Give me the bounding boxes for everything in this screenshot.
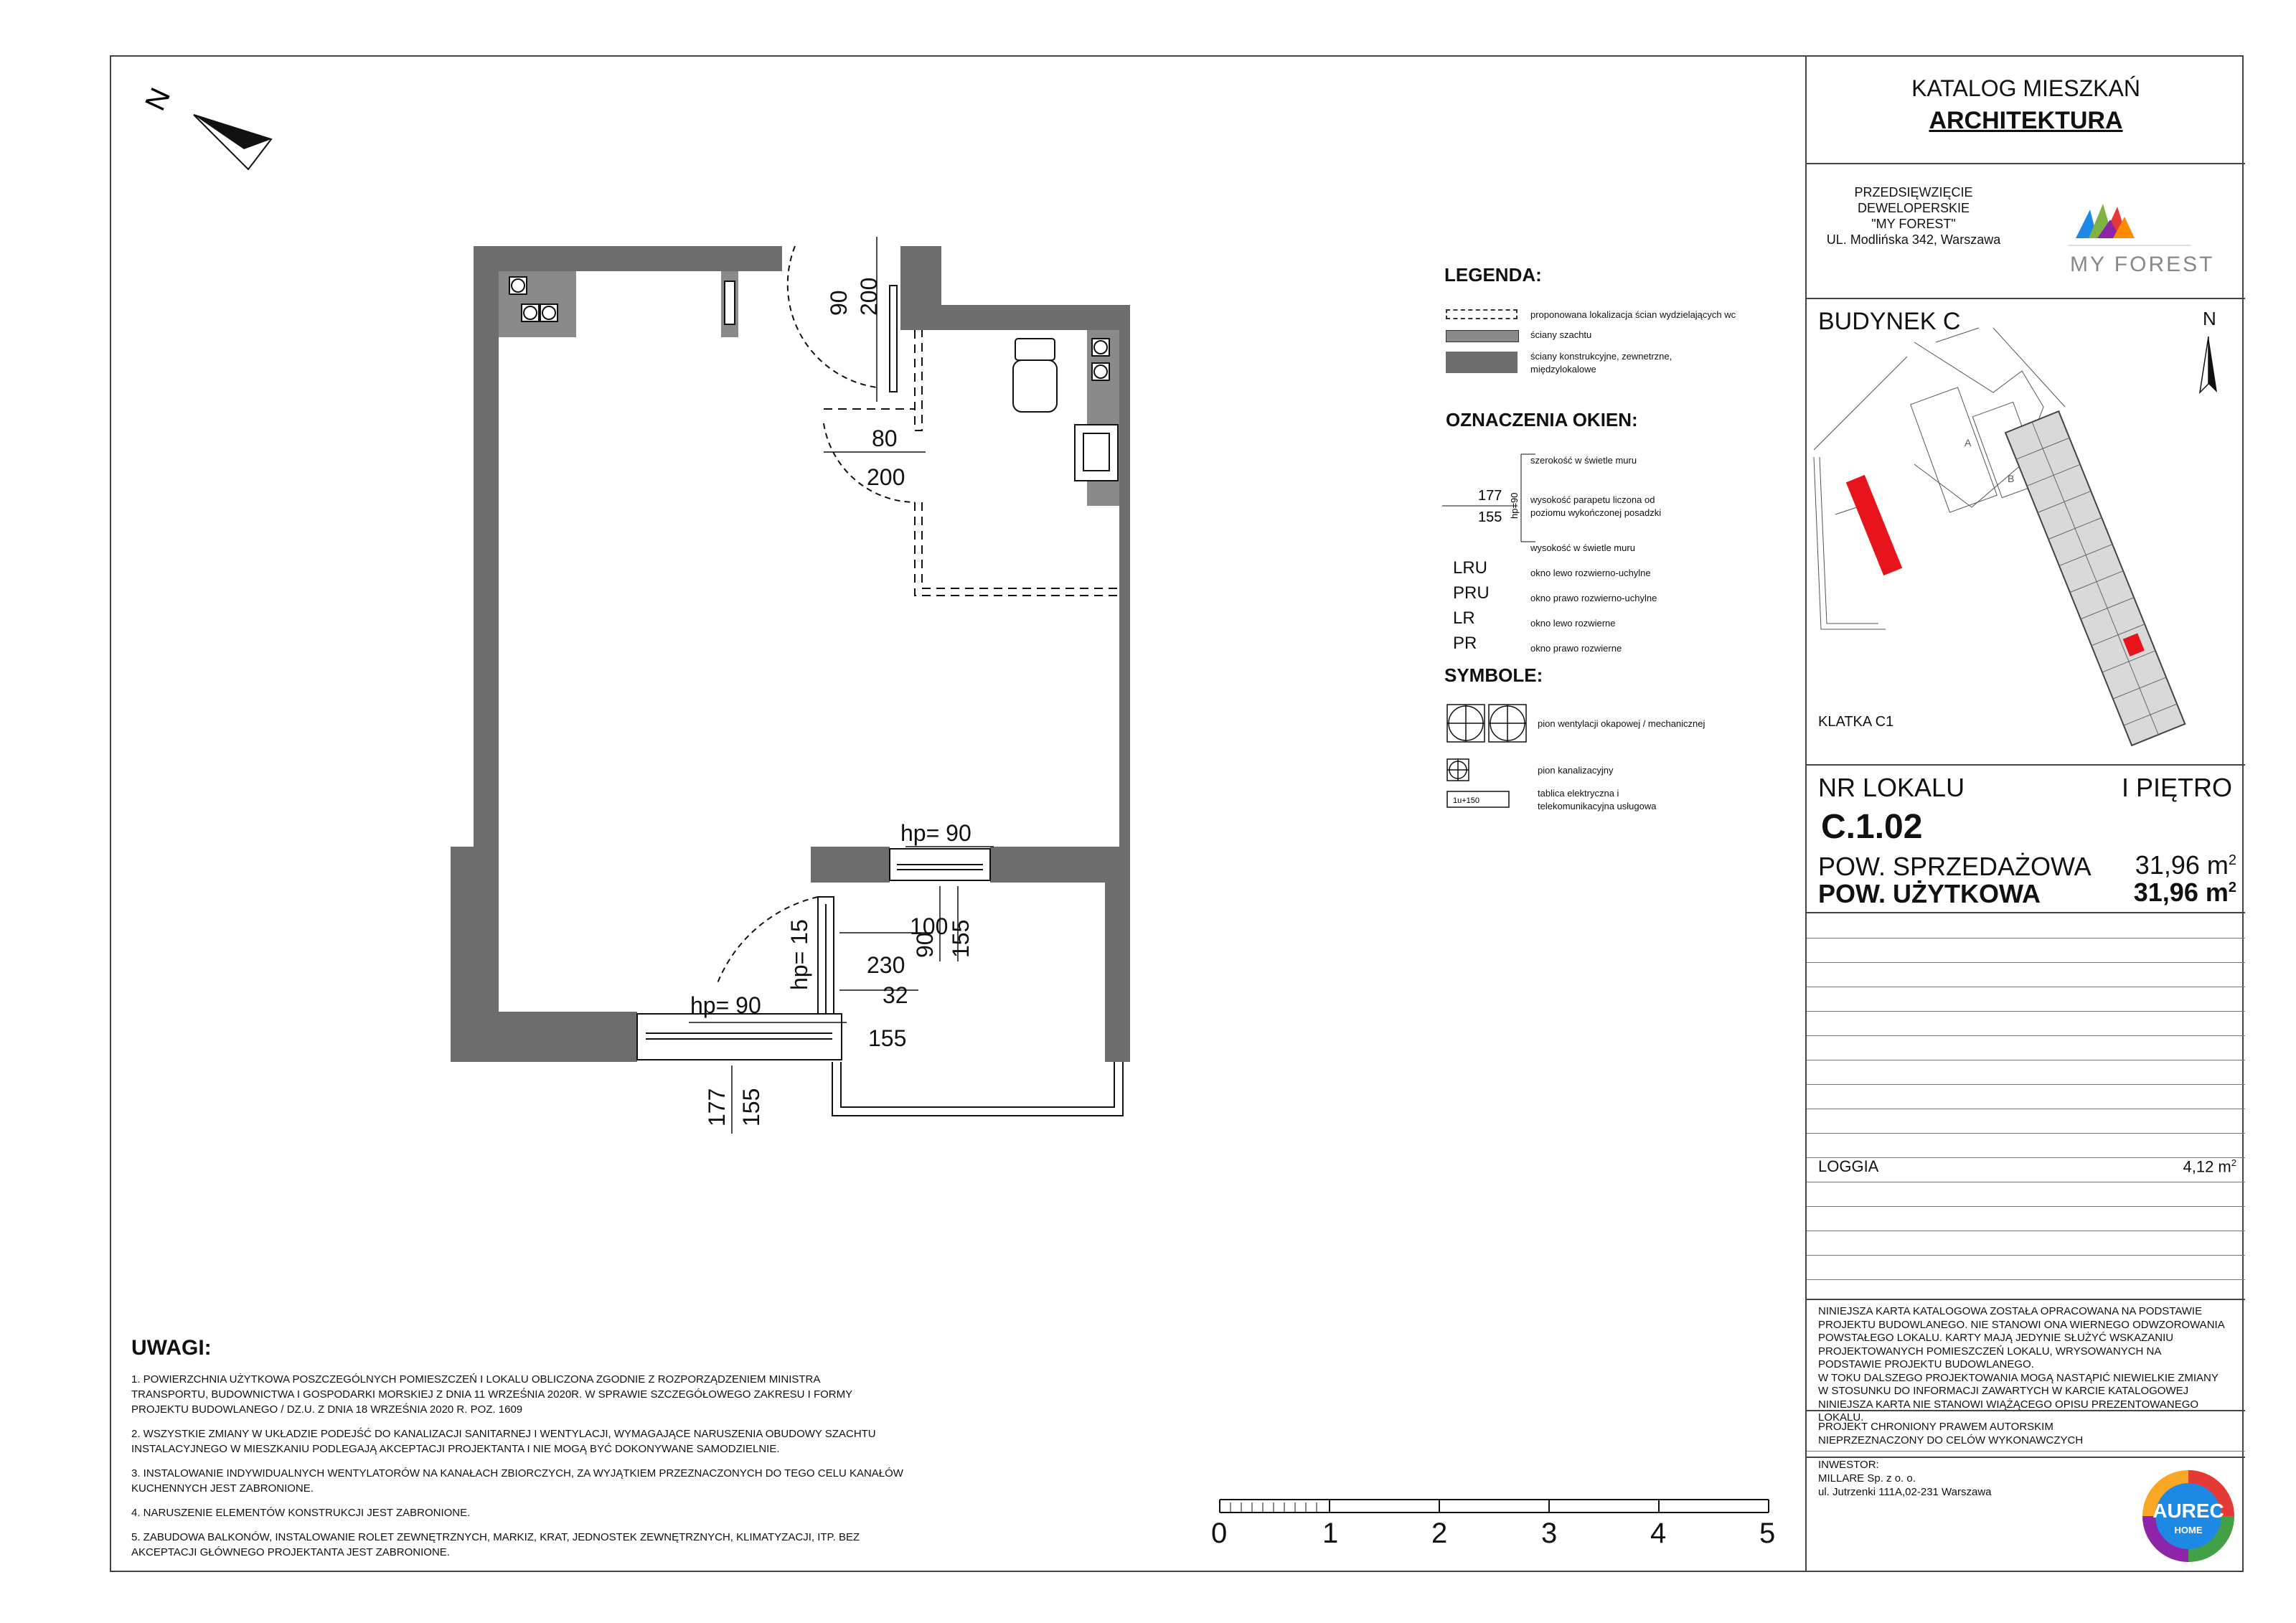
symbols-legend-icons (1446, 703, 1532, 811)
svg-text:HOME: HOME (2174, 1525, 2203, 1535)
aurec-logo (2138, 1466, 2239, 1566)
scale-labels (1211, 1518, 1775, 1549)
site-plan (1807, 328, 2245, 730)
staircase-label: KLATKA C1 (1818, 714, 1894, 730)
svg-text:5: 5 (1759, 1518, 1776, 1549)
site-building-highlight (1846, 475, 1902, 575)
window-type-desc: okno lewo rozwierne (1530, 618, 1616, 629)
loggia-value: 4,12 $m^2$ (2183, 1157, 2236, 1176)
usable-area-label: POW. UŻYTKOWA (1818, 879, 2041, 908)
svg-text:155: 155 (868, 1025, 907, 1051)
window-bottom (637, 1014, 842, 1060)
svg-text:100: 100 (910, 913, 949, 939)
svg-text:4: 4 (1650, 1518, 1667, 1549)
svg-text:80: 80 (872, 425, 898, 451)
svg-text:230: 230 (867, 952, 905, 978)
unit-nr-label: NR LOKALU (1818, 773, 1965, 802)
svg-text:200: 200 (867, 464, 905, 490)
plan-north-label: N (139, 83, 177, 116)
copyright-note: PROJEKT CHRONIONY PRAWEM AUTORSKIM NIEPRZEZNACZONY DO CELÓW WYKONAWCZYCH (1818, 1421, 2084, 1446)
legend-shaft-swatch (1446, 330, 1519, 342)
svg-text:155: 155 (1478, 509, 1502, 525)
window-desc: poziomu wykończonej posadzki (1530, 507, 1662, 518)
note-line: 1. POWIERZCHNIA UŻYTKOWA POSZCZEGÓLNYCH POMIESZCZEŃ I LOKALU OBLICZONA ZGODNIE Z ROZPORZĄDZENIEM MINISTRA (131, 1373, 821, 1386)
window-top (890, 849, 990, 880)
unit-floor: I PIĘTRO (2121, 773, 2232, 802)
window-desc: wysokość parapetu liczona od (1530, 494, 1655, 505)
building-label: BUDYNEK C (1818, 308, 1961, 335)
toilet-icon (1013, 339, 1057, 412)
symbols-title: SYMBOLE: (1444, 664, 1543, 686)
note-line: INSTALACYJNEGO W MIESZKANIU PODLEGAJĄ AKCEPTACJI PROJEKTANTA I NIE MOGĄ BYĆ DOKONYWANE SAMODZIELNIE. (131, 1443, 780, 1455)
window-type-code: PRU (1453, 583, 1490, 603)
sales-area-label: POW. SPRZEDAŻOWA (1818, 852, 2092, 881)
symbol-desc: pion wentylacji okapowej / mechanicznej (1538, 718, 1705, 729)
notes-title: UWAGI: (131, 1336, 212, 1360)
sales-area-value: 31,96 $m^2$ (2135, 850, 2236, 880)
washbasin-icon (1075, 425, 1118, 481)
unit-id: C.1.02 (1821, 808, 1923, 846)
note-line: 2. WSZYSTKIE ZMIANY W UKŁADZIE PODEJŚĆ DO KANALIZACJI SANITARNEJ I WENTYLACJI, WYMAGAJĄCE NARUSZENIA OBUDOWY SZACHTU (131, 1428, 876, 1440)
window-desc: szerokość w świetle muru (1530, 455, 1637, 466)
window-type-code: LRU (1453, 558, 1488, 578)
window-legend-diagram (1442, 448, 1535, 556)
svg-text:200: 200 (856, 277, 882, 316)
usable-area-value: 31,96 $m^2$ (2133, 878, 2236, 907)
disclaimer: NINIEJSZA KARTA KATALOGOWA ZOSTAŁA OPRACOWANA NA PODSTAWIE PROJEKTU BUDOWLANEGO. NIE STANOWI ONA WIERNEGO ODWZOROWANIA POWSTAŁEGO LOKALU. KARTY MAJĄ JEDYNIE SŁUŻYĆ WSKAZANIU PROJEKTOWANYCH POMIESZCZEŃ LOKALU, WRYSOWANYCH NA PODSTAWIE PROJEKTU BUDOWLANEGO. W TOKU DALSZEGO PROJEKTOWANIA MOGĄ NASTĄPIĆ NIEWIELKIE ZMIANY W STOSUNKU DO INFORMACJI ZAWARTYCH W KARCIE KATALOGOWEJ NINIEJSZA KARTA NIE STANOWI WIĄŻĄCEGO OPISU PREZENTOWANEGO LOKALU. (1818, 1305, 2225, 1424)
svg-text:hp= 90: hp= 90 (900, 820, 971, 846)
svg-text:AUREC: AUREC (2152, 1500, 2224, 1522)
svg-text:32: 32 (883, 982, 908, 1008)
svg-text:hp= 15: hp= 15 (786, 919, 812, 990)
legend-dashed-swatch (1446, 309, 1518, 319)
catalog-title: KATALOG MIESZKAŃ (1911, 75, 2140, 101)
svg-text:B: B (2008, 473, 2015, 484)
note-line: KUCHENNYCH JEST ZABRONIONE. (131, 1482, 314, 1495)
svg-text:hp= 90: hp= 90 (690, 992, 761, 1018)
entry-door (788, 237, 897, 402)
legend-item: proponowana lokalizacja ścian wydzielających wc (1530, 309, 1736, 320)
svg-text:155: 155 (738, 1088, 764, 1126)
note-line: TRANSPORTU, BUDOWNICTWA I GOSPODARKI MORSKIEJ Z DNIA 11 WRZEŚNIA 2020R. W SPRAWIE SZCZEGÓŁOWEGO ZAKRESU I FORMY (131, 1388, 853, 1401)
wc-door-swing (824, 423, 915, 502)
svg-text:3: 3 (1541, 1518, 1558, 1549)
legend-item: ściany szachtu (1530, 329, 1592, 340)
svg-text:1: 1 (1322, 1518, 1339, 1549)
svg-text:0: 0 (1211, 1518, 1228, 1549)
loggia-label: LOGGIA (1818, 1157, 1879, 1175)
svg-text:hp=90: hp=90 (1509, 492, 1520, 519)
note-line: AKCEPTACJI GŁÓWNEGO PROJEKTANTA JEST ZABRONIONE. (131, 1546, 450, 1558)
title-block (1805, 55, 2244, 1572)
window-type-desc: okno prawo rozwierno-uchylne (1530, 593, 1657, 603)
symbol-desc: tablica elektryczna i (1538, 788, 1619, 799)
note-line: 4. NARUSZENIE ELEMENTÓW KONSTRUKCJI JEST ZABRONIONE. (131, 1507, 471, 1519)
svg-text:1u+150: 1u+150 (1453, 796, 1480, 805)
window-type-desc: okno prawo rozwierne (1530, 643, 1622, 654)
site-north-label: N (2203, 308, 2216, 329)
loggia-outline (832, 1062, 1123, 1116)
svg-text:90: 90 (826, 290, 852, 316)
svg-text:177: 177 (1478, 488, 1502, 504)
svg-text:90: 90 (912, 932, 938, 958)
legend-item: ściany konstrukcyjne, zewnetrzne, (1530, 351, 1672, 362)
scale-bar (1220, 1500, 1769, 1513)
legend-wall-swatch (1446, 352, 1518, 373)
svg-text:155: 155 (948, 919, 974, 958)
window-type-code: PR (1453, 634, 1477, 653)
legend-item: międzylokalowe (1530, 364, 1596, 375)
my-forest-logo (2069, 188, 2215, 276)
svg-text:177: 177 (704, 1088, 730, 1126)
plan-north-arrow (139, 83, 271, 169)
svg-text:MY FOREST: MY FOREST (2070, 253, 2215, 276)
svg-text:A: A (1965, 437, 1972, 448)
window-type-code: LR (1453, 608, 1475, 628)
symbol-desc: pion kanalizacyjny (1538, 765, 1614, 776)
window-desc: wysokość w świetle muru (1530, 542, 1635, 553)
symbol-desc: telekomunikacyjna usługowa (1538, 801, 1657, 812)
discipline-title: ARCHITEKTURA (1929, 107, 2123, 134)
investor-info: INWESTOR: MILLARE Sp. z o. o. ul. Jutrzenki 111A,02-231 Warszawa (1818, 1459, 1992, 1498)
windows-title: OZNACZENIA OKIEN: (1446, 409, 1638, 431)
note-line: 3. INSTALOWANIE INDYWIDUALNYCH WENTYLATORÓW NA KANAŁACH ZBIORCZYCH, ZA WYJĄTKIEM PRZEZNACZONYCH DO TEGO CELU KANAŁÓW (131, 1467, 903, 1479)
note-line: 5. ZABUDOWA BALKONÓW, INSTALOWANIE ROLET ZEWNĘTRZNYCH, MARKIZ, KRAT, JEDNOSTEK ZEWNĘTRZNYCH, KLIMATYZACJI, ITP. BEZ (131, 1531, 860, 1543)
window-type-desc: okno lewo rozwierno-uchylne (1530, 568, 1651, 578)
svg-text:2: 2 (1431, 1518, 1448, 1549)
legend-title: LEGENDA: (1444, 264, 1542, 286)
project-name: PRZEDSIĘWZIĘCIE DEWELOPERSKIE "MY FOREST" UL. Modlińska 342, Warszawa (1826, 185, 2001, 247)
note-line: PROJEKTU BUDOWLANEGO / DZ.U. Z DNIA 18 WRZEŚNIA 2020 R. POZ. 1609 (131, 1403, 523, 1416)
